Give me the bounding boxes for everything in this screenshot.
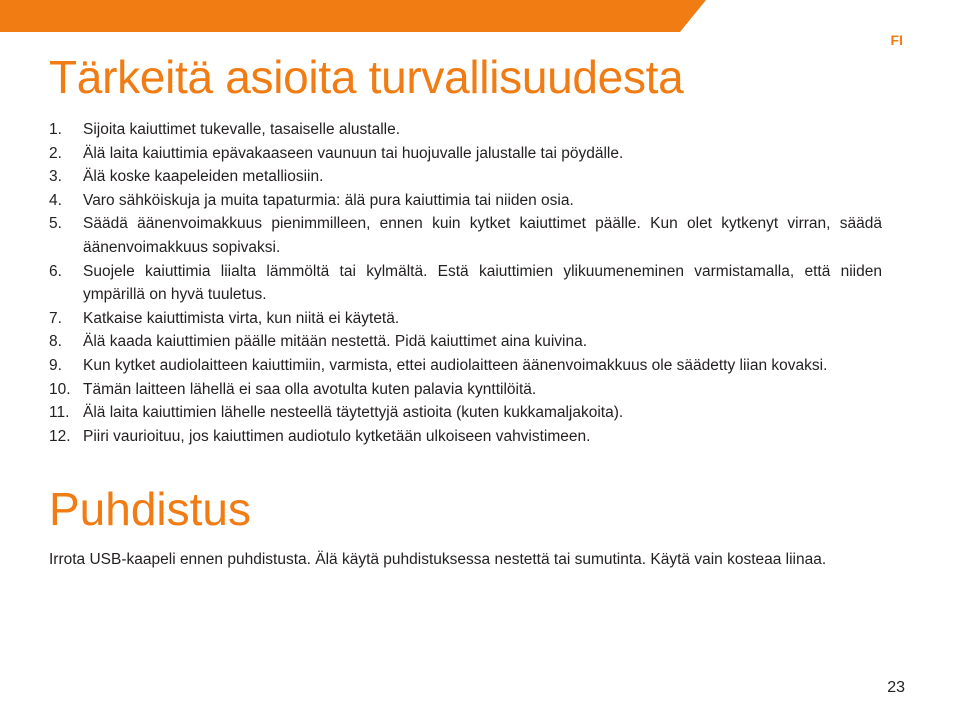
list-item [49, 307, 882, 331]
list-item [49, 142, 882, 166]
list-item-number: 9. [49, 356, 62, 374]
list-item-number: 1. [49, 121, 62, 138]
list-item-text: Varo sähköiskuja ja muita tapaturmia: älä pura kaiuttimia tai niiden osia. [83, 191, 574, 209]
list-item-number: 6. [49, 262, 62, 280]
safety-heading: Tärkeitä asioita turvallisuudesta [49, 51, 684, 103]
list-item [49, 354, 882, 378]
safety-instructions-list [49, 118, 882, 448]
cleaning-paragraph: Irrota USB-kaapeli ennen puhdistusta. Älä käytä puhdistuksessa nestettä tai sumutinta. Käytä vain kosteaa liinaa. [49, 551, 827, 568]
list-item [49, 118, 882, 142]
list-item-text: Kun kytket audiolaitteen kaiuttimiin, varmista, ettei audiolaitteen äänenvoimakkuus ole säädetty liian kovaksi. [83, 356, 828, 374]
language-tag: FI [890, 32, 903, 48]
list-item-text: Suojele kaiuttimia liialta lämmöltä tai kylmältä. Estä kaiuttimien ylikuumeneminen varmistamalla, että niiden ympärillä on hyvä tuuletus. [83, 262, 882, 304]
list-item [49, 425, 882, 449]
list-item [49, 260, 882, 307]
list-item-text: Sijoita kaiuttimet tukevalle, tasaiselle alustalle. [83, 121, 401, 138]
list-item-number: 8. [49, 333, 62, 351]
list-item-number: 10. [49, 380, 71, 398]
orange-header-band [0, 0, 954, 34]
list-item-number: 11. [49, 404, 70, 422]
list-item [49, 165, 882, 189]
list-item-text: Älä laita kaiuttimien lähelle nesteellä täytettyjä astioita (kuten kukkamaljakoita). [83, 404, 624, 422]
list-item-number: 3. [49, 168, 62, 186]
list-item-text: Älä laita kaiuttimia epävakaaseen vaunuun tai huojuvalle jalustalle tai pöydälle. [83, 144, 624, 162]
list-item-number: 4. [49, 191, 62, 209]
list-item [49, 212, 882, 259]
list-item [49, 378, 882, 402]
cleaning-heading: Puhdistus [49, 483, 252, 535]
list-item-number: 12. [49, 427, 71, 445]
list-item-text: Älä kaada kaiuttimien päälle mitään nestettä. Pidä kaiuttimet aina kuivina. [83, 333, 588, 351]
list-item-text: Piiri vaurioituu, jos kaiuttimen audiotulo kytketään ulkoiseen vahvistimeen. [83, 427, 591, 445]
list-item-text: Älä koske kaapeleiden metalliosiin. [83, 168, 324, 186]
page-number: 23 [887, 679, 905, 696]
list-item-number: 2. [49, 144, 62, 162]
list-item [49, 330, 882, 354]
list-item-text: Katkaise kaiuttimista virta, kun niitä ei käytetä. [83, 309, 400, 327]
header-band-shape [0, 0, 706, 32]
list-item [49, 189, 882, 213]
list-item-text: Tämän laitteen lähellä ei saa olla avotulta kuten palavia kynttilöitä. [83, 380, 537, 398]
list-item-text: Säädä äänenvoimakkuus pienimmilleen, ennen kuin kytket kaiuttimet päälle. Kun olet kytkenyt virran, säädä äänenvoimakkuus sopivaksi. [83, 215, 882, 256]
list-item-number: 5. [49, 215, 62, 233]
list-item [49, 401, 882, 425]
list-item-number: 7. [49, 309, 62, 327]
